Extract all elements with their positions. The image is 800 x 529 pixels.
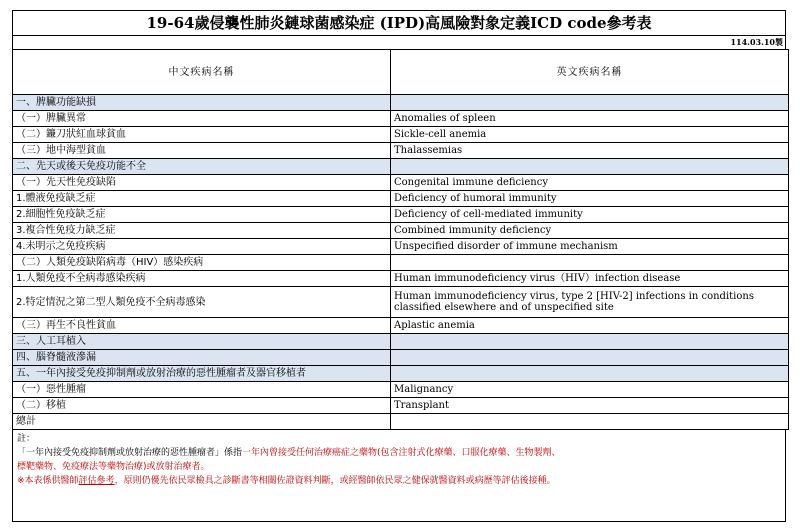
header-en: 英文疾病名稱: [391, 50, 789, 95]
table-row: [13, 382, 789, 398]
cell-zh-name: （一）脾臟異常: [13, 111, 391, 127]
table-row: [13, 143, 789, 159]
cell-zh-name: 2.特定情況之第二型人類免疫不全病毒感染: [13, 287, 391, 318]
notes-line-1-highlight: 一年內曾接受任何治療癌症之藥物(包含注射式化療藥、口服化療藥、生物製劑、: [242, 448, 561, 458]
notes-section: [12, 430, 786, 522]
cell-zh-name: 4.未明示之免疫疾病: [13, 239, 391, 255]
cell-en-name: [391, 95, 789, 111]
table-row: [13, 287, 789, 318]
cell-zh-name: （三）地中海型貧血: [13, 143, 391, 159]
notes-line-2: 標靶藥物、免疫療法等藥物治療)或放射治療者。: [17, 462, 210, 472]
table-row: [13, 350, 789, 366]
table-row: [13, 398, 789, 414]
reference-table-sheet: [12, 10, 786, 522]
table-row: [13, 366, 789, 382]
cell-zh-name: （一）先天性免疫缺陷: [13, 175, 391, 191]
table-row: [13, 175, 789, 191]
cell-zh-name: （二）鐮刀狀紅血球貧血: [13, 127, 391, 143]
table-row: [13, 334, 789, 350]
table-row: [13, 271, 789, 287]
cell-en-name: Human immunodeficiency virus, type 2 [HIV-2] infections in conditions classified elsewhere and of unspecified site: [391, 287, 789, 318]
notes-line-1-text: 「一年內接受免疫抑制劑或放射治療的惡性腫瘤者」係指: [17, 448, 243, 458]
cell-en-name: Congenital immune deficiency: [391, 175, 789, 191]
table-row: [13, 111, 789, 127]
cell-zh-name: （二）人類免疫缺陷病毒（HIV）感染疾病: [13, 255, 391, 271]
cell-en-name: Combined immunity deficiency: [391, 223, 789, 239]
table-row: [13, 95, 789, 111]
cell-en-name: Malignancy: [391, 382, 789, 398]
header-zh: 中文疾病名稱: [13, 50, 391, 95]
cell-zh-name: 總計: [13, 414, 391, 430]
cell-zh-name: （二）移植: [13, 398, 391, 414]
cell-zh-name: 五、一年內接受免疫抑制劑或放射治療的惡性腫瘤者及器官移植者: [13, 366, 391, 382]
cell-en-name: [391, 366, 789, 382]
cell-zh-name: 1.體液免疫缺乏症: [13, 191, 391, 207]
table-header-row: [13, 50, 789, 95]
cell-en-name: [391, 255, 789, 271]
notes-line-3-rest: ，原則仍優先依民眾檢具之診斷書等相關佐證資料判斷，或經醫師依民眾之健保就醫資料或病歷等評估後接種。: [114, 476, 556, 486]
table-row: [13, 207, 789, 223]
cell-zh-name: 3.複合性免疫力缺乏症: [13, 223, 391, 239]
notes-line-3-underlined: 評估參考: [78, 476, 115, 486]
cell-en-name: Unspecified disorder of immune mechanism: [391, 239, 789, 255]
cell-en-name: [391, 414, 789, 430]
notes-line-3: [17, 474, 781, 488]
page-title: 19-64歲侵襲性肺炎鏈球菌感染症 (IPD)高風險對象定義ICD code參考表: [12, 10, 786, 36]
cell-en-name: Deficiency of humoral immunity: [391, 191, 789, 207]
cell-zh-name: 三、人工耳植入: [13, 334, 391, 350]
notes-line-3-text: ※本表係供醫師: [17, 476, 79, 486]
cell-zh-name: 1.人類免疫不全病毒感染疾病: [13, 271, 391, 287]
cell-zh-name: 2.細胞性免疫缺乏症: [13, 207, 391, 223]
table-row: [13, 255, 789, 271]
notes-label: 註：: [17, 434, 36, 444]
cell-en-name: [391, 350, 789, 366]
cell-en-name: Human immunodeficiency virus（HIV）infection disease: [391, 271, 789, 287]
table-row: [13, 191, 789, 207]
date-label: 114.03.10製: [12, 36, 786, 49]
icd-table: [12, 49, 789, 430]
cell-zh-name: （一）惡性腫瘤: [13, 382, 391, 398]
cell-en-name: [391, 334, 789, 350]
cell-en-name: Deficiency of cell-mediated immunity: [391, 207, 789, 223]
notes-line-1: [17, 446, 781, 460]
cell-en-name: Transplant: [391, 398, 789, 414]
cell-en-name: Aplastic anemia: [391, 318, 789, 334]
table-row: [13, 318, 789, 334]
cell-en-name: Sickle-cell anemia: [391, 127, 789, 143]
cell-en-name: Anomalies of spleen: [391, 111, 789, 127]
cell-zh-name: 二、先天或後天免疫功能不全: [13, 159, 391, 175]
cell-zh-name: 四、腦脊髓液滲漏: [13, 350, 391, 366]
table-row: [13, 159, 789, 175]
table-row: [13, 223, 789, 239]
table-row: [13, 127, 789, 143]
cell-en-name: Thalassemias: [391, 143, 789, 159]
table-row: [13, 414, 789, 430]
table-row: [13, 239, 789, 255]
cell-zh-name: 一、脾臟功能缺損: [13, 95, 391, 111]
cell-en-name: [391, 159, 789, 175]
cell-zh-name: （三）再生不良性貧血: [13, 318, 391, 334]
